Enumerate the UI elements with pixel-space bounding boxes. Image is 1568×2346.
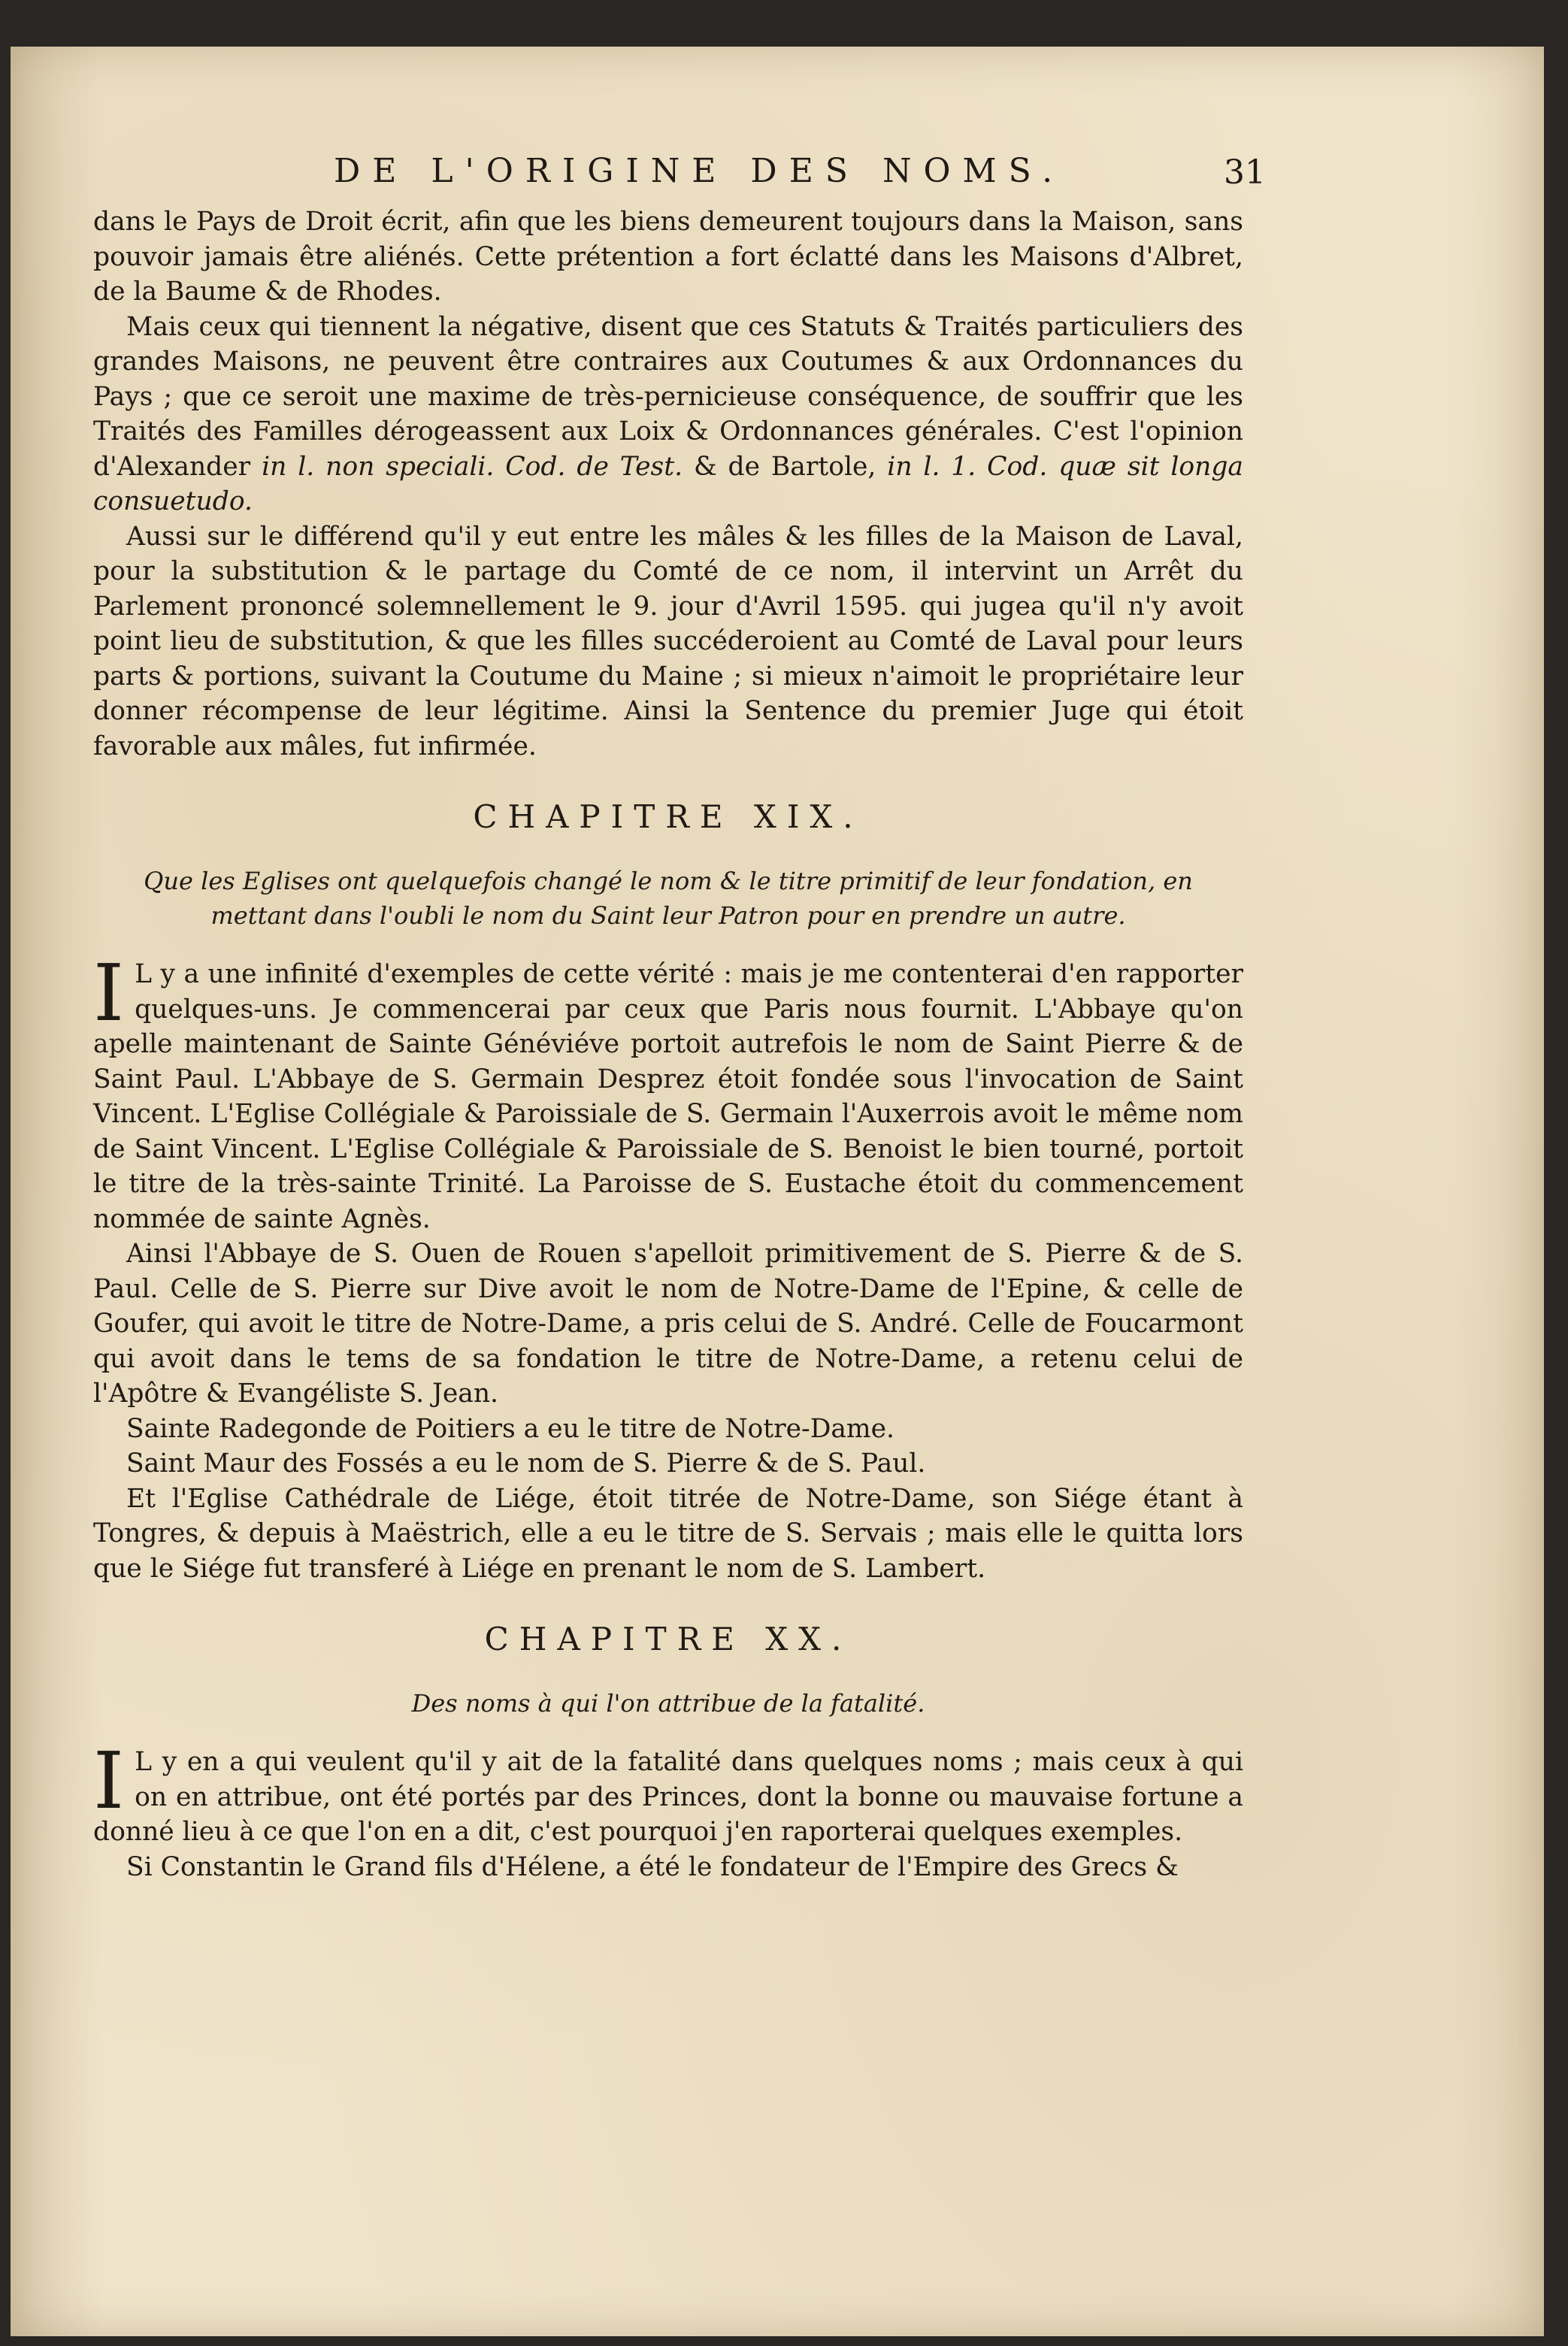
page-number: 31 [1224,153,1266,192]
chapter-summary: Que les Eglises ont quelquefois changé le nom & le titre primitif de leur fondation, en mettant dans l'oubli le nom du Saint leur Patron pour en prendre un autre. [144,867,1193,930]
paragraph-liege: Et l'Eglise Cathédrale de Liége, étoit titrée de Notre-Dame, son Siége étant à Tongres, & depuis à Maëstrich, elle a eu le titre de S. Servais ; mais elle le quitta lors que le Siége fut transferé à Liége en prenant le nom de S. Lambert. [93,1483,1243,1584]
book-page [11,47,1544,2336]
paragraph-saint-maur: Saint Maur des Fossés a eu le nom de S. Pierre & de S. Paul. [126,1448,926,1479]
chapter-opening-paragraph [93,947,1243,1237]
paragraph-negative-opinion [93,310,1243,519]
paragraph-radegonde: Sainte Radegonde de Poitiers a eu le titre de Notre-Dame. [126,1413,895,1444]
paragraph-constantin: Si Constantin le Grand fils d'Hélene, a été le fondateur de l'Empire des Grecs & [126,1851,1179,1882]
paragraph-continuation: dans le Pays de Droit écrit, afin que les biens demeurent toujours dans la Maison, sans pouvoir jamais être aliénés. Cette prétention a fort éclatté dans les Maisons d'Albret, de la Baume & de Rhodes. [93,207,1243,307]
paragraph-text: Mais ceux qui tiennent la négative, disent que ces Statuts & Traités particuliers des grandes Maisons, ne peuvent être contraires aux Coutumes & aux Ordonnances du Pays ; que ce seroit une maxime de très-pernicieuse conséquence, de souffrir que les Traités des Familles dérogeassent aux Loix & Ordonnances générales. C'est l'opinion d'Alexander [93,311,1243,482]
running-head [93,152,1266,204]
page-content [93,152,1266,1884]
drop-cap: I [93,1735,125,1827]
paragraph-laval: Aussi sur le différend qu'il y eut entre les mâles & les filles de la Maison de Laval, pour la substitution & le partage du Comté de ce nom, il intervint un Arrêt du Parlement prononcé solemnellement le 9. jour d'Avril 1595. qui jugea qu'il n'y avoit point lieu de substitution, & que les filles succéderoient au Comté de Laval pour leurs parts & portions, suivant la Coutume du Maine ; si mieux n'aimoit le propriétaire leur donner récompense de leur légitime. Ainsi la Sentence du premier Juge qui étoit favorable aux mâles, fut infirmée. [93,521,1243,761]
paragraph-text: L y a une infinité d'exemples de cette vérité : mais je me contenterai d'en rapporter quelques-uns. Je commencerai par ceux que Paris nous fournit. L'Abbaye qu'on apelle maintenant de Sainte Généviéve portoit autrefois le nom de Saint Pierre & de Saint Paul. L'Abbaye de S. Germain Desprez étoit fondée sous l'invocation de Saint Vincent. L'Eglise Collégiale & Paroissiale de S. Germain l'Auxerrois avoit le même nom de Saint Vincent. L'Eglise Collégiale & Paroissiale de S. Benoist le bien tourné, portoit le titre de la très-sainte Trinité. La Paroisse de S. Eustache étoit du commencement nommée de sainte Agnès. [93,959,1243,1234]
chapter-opening-paragraph [93,1735,1243,1850]
chapter-heading: CHAPITRE XX. [484,1621,852,1657]
running-title: DE L'ORIGINE DES NOMS. [334,152,1065,190]
legal-citation: in l. non speciali. Cod. de Test. [262,451,683,482]
chapter-heading: CHAPITRE XIX. [473,798,864,835]
legal-citation: in l. 1. Cod. quæ sit longa consuetudo. [93,451,1244,516]
drop-cap: I [93,947,125,1039]
chapter-summary: Des noms à qui l'on attribue de la fatalité. [411,1689,925,1718]
paragraph-abbaye-rouen: Ainsi l'Abbaye de S. Ouen de Rouen s'apelloit primitivement de S. Pierre & de S. Paul. Celle de S. Pierre sur Dive avoit le nom de Notre-Dame de l'Epine, & celle de Goufer, qui avoit le titre de Notre-Dame, a pris celui de S. André. Celle de Foucarmont qui avoit dans le tems de sa fondation le titre de Notre-Dame, a retenu celui de l'Apôtre & Evangéliste S. Jean. [93,1239,1243,1409]
paragraph-text: & de Bartole, [693,451,876,482]
paragraph-text: L y en a qui veulent qu'il y ait de la fatalité dans quelques noms ; mais ceux à qui on en attribue, ont été portés par des Princes, dont la bonne ou mauvaise fortune a donné lieu à ce que l'on en a dit, c'est pourquoi j'en raporterai quelques exemples. [93,1747,1243,1847]
